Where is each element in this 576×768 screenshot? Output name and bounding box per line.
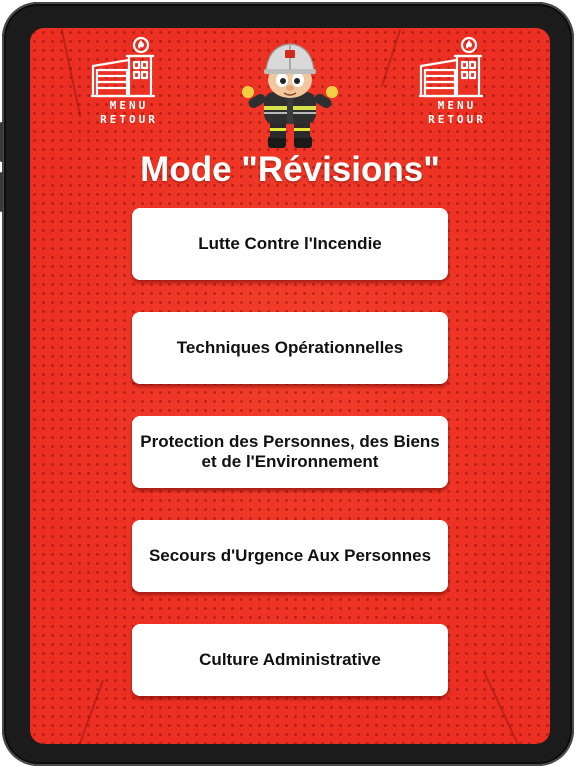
menu-item-lutte-incendie[interactable]: Lutte Contre l'Incendie [132,208,448,280]
menu-label: MENU [109,99,149,112]
menu-item-techniques-operationnelles[interactable]: Techniques Opérationnelles [132,312,448,384]
firefighter-mascot [238,36,342,150]
bg-streak [61,29,82,117]
volume-button [0,122,3,162]
retour-label: RETOUR [428,113,486,126]
menu-item-protection-personnes[interactable]: Protection des Personnes, des Biens et de l'Environnement [132,416,448,488]
menu-retour-button-right[interactable] [416,36,498,128]
screen [30,28,550,744]
menu-item-culture-administrative[interactable]: Culture Administrative [132,624,448,696]
bg-streak [483,671,519,744]
retour-label: RETOUR [100,113,158,126]
bg-streak [78,680,104,744]
volume-button [0,172,3,212]
page-title: Mode "Révisions" [140,150,440,189]
fire-station-icon [89,36,169,98]
tablet-frame [2,2,574,766]
menu-label: MENU [437,99,477,112]
fire-station-icon [417,36,497,98]
bg-streak [381,29,401,87]
menu-item-secours-urgence[interactable]: Secours d'Urgence Aux Personnes [132,520,448,592]
menu-retour-button-left[interactable] [88,36,170,128]
